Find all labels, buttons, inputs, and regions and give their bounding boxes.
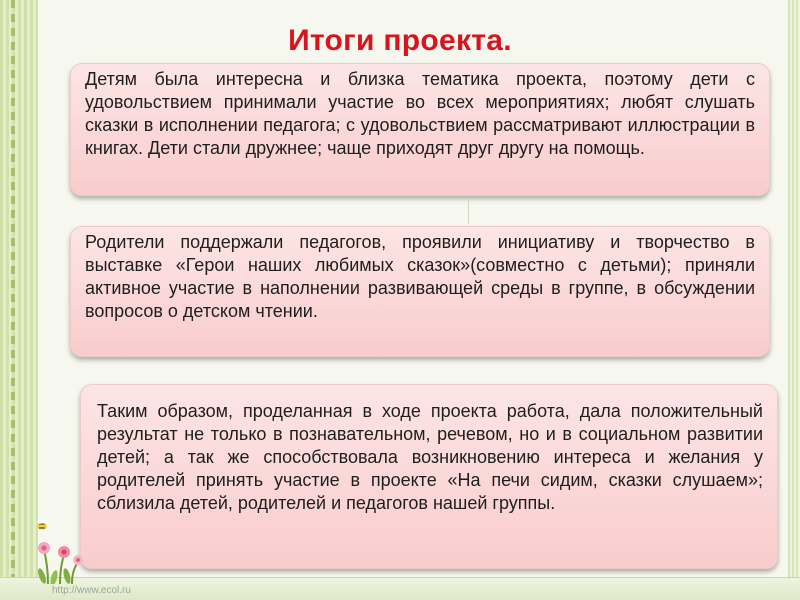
slide-title: Итоги проекта. — [288, 24, 512, 57]
right-decorative-strip — [788, 0, 800, 600]
left-decorative-strip — [0, 0, 38, 600]
footer-credit: http://www.ecol.ru — [52, 585, 131, 596]
divider-line — [468, 200, 469, 224]
flowers-decoration-icon — [34, 518, 84, 584]
summary-block-parents: Родители поддержали педагогов, проявили инициативу и творчество в выставке «Герои наших любимых сказок»(совместно с детьми); приняли активное участие в наполнении развивающей среды в группе, в обсуждении вопросов о детском чтении. — [70, 226, 770, 357]
stitched-border — [11, 0, 15, 600]
summary-block-conclusion: Таким образом, проделанная в ходе проекта работа, дала положительный результат не только в познавательном, речевом, но и в социальном развитии детей; а так же способствовала возникновению интереса и желания у родителей принять участие в проекте «На печи сидим, сказки слушаем»; сблизила детей, родителей и педагогов нашей группы. — [80, 384, 778, 569]
summary-block-children: Детям была интересна и близка тематика проекта, поэтому дети с удовольствием принимали участие во всех мероприятиях; любят слушать сказки в исполнении педагога; с удовольствием рассматривают иллюстрации в книгах. Дети стали дружнее; чаще приходят друг другу на помощь. — [70, 63, 770, 196]
